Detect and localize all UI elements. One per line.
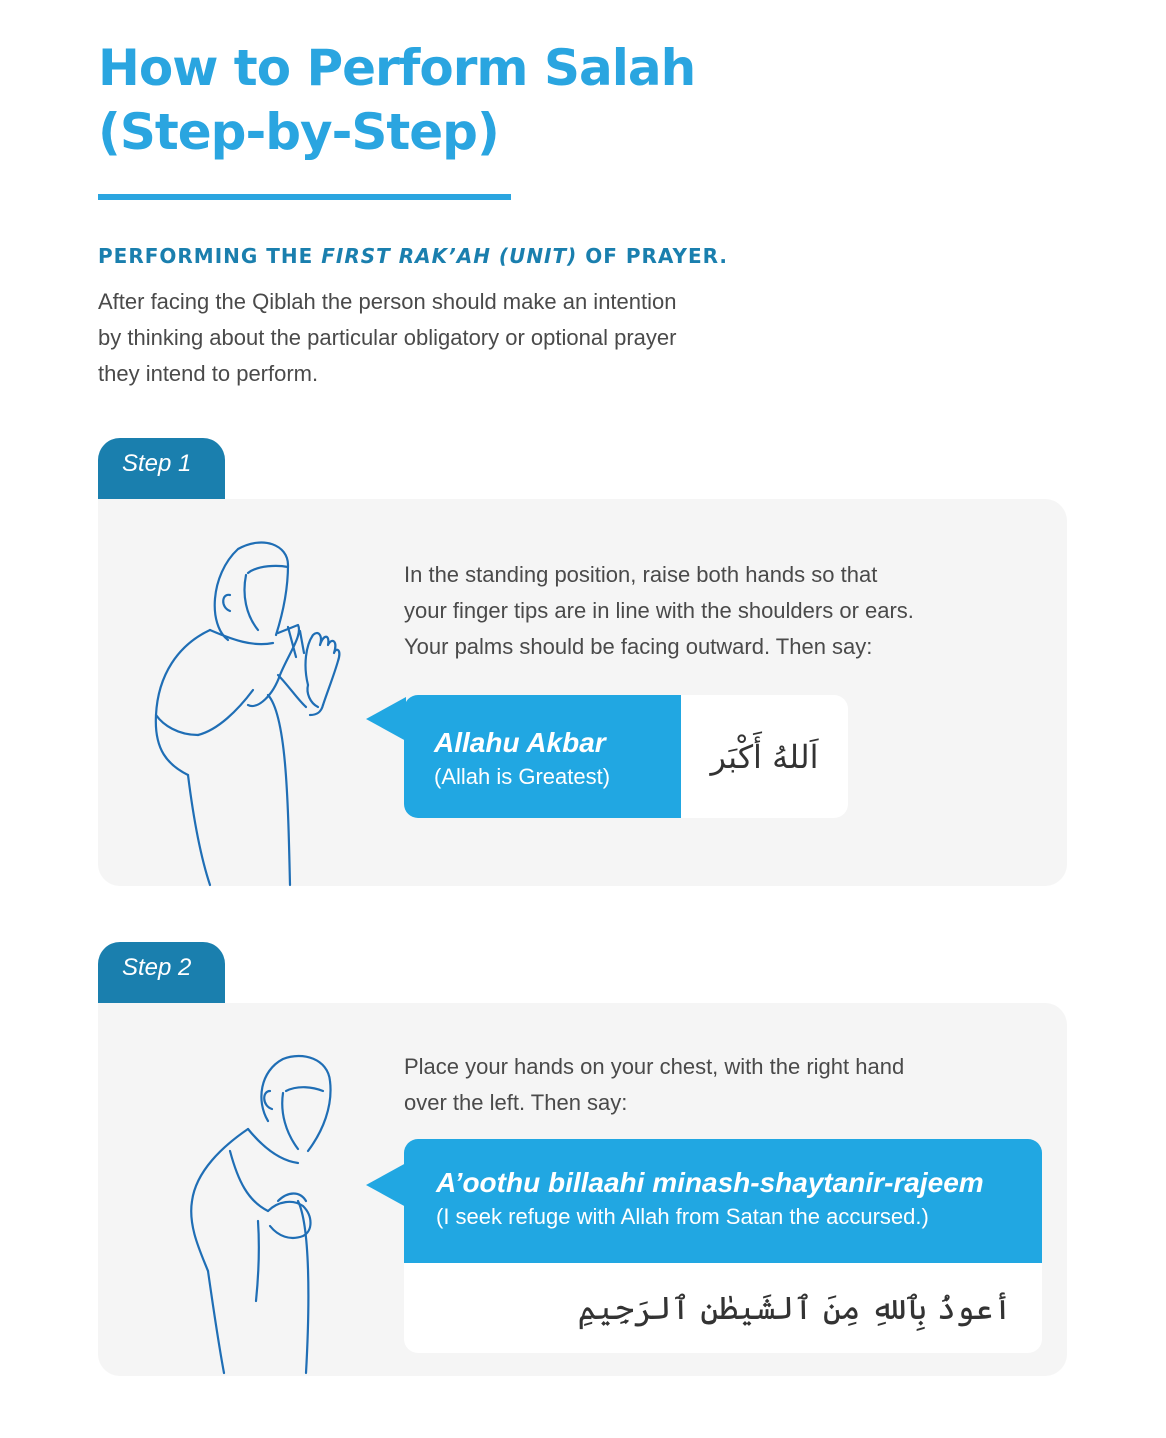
- step-2-arabic: أعوذُ بِٱللهِ مِنَ ٱلشَيطٰنِ ٱلرَجِيمِ: [577, 1289, 1012, 1327]
- section-heading-post: OF PRAYER.: [577, 244, 729, 268]
- speech-pointer: [366, 697, 406, 741]
- step-1-arabic: اَللهُ أَكْبَر: [710, 737, 819, 776]
- step-1-tab: [98, 438, 225, 500]
- page-title: [98, 36, 695, 164]
- step-1-phrase-blue: [404, 695, 681, 818]
- title-line-2: (Step-by-Step): [98, 103, 499, 161]
- speech-pointer: [366, 1163, 406, 1207]
- step-1-phrase-box: [404, 695, 848, 818]
- step-1-text-line: In the standing position, raise both hands so that: [404, 562, 878, 587]
- step-2-phrase-box: [404, 1139, 1042, 1353]
- step-2-phrase-blue: [404, 1139, 1042, 1263]
- step-2-arabic-panel: [404, 1263, 1042, 1353]
- intro-line: by thinking about the particular obligatory or optional prayer: [98, 325, 677, 350]
- step-1-translation: (Allah is Greatest): [434, 764, 611, 789]
- step-2-translation: (I seek refuge with Allah from Satan the accursed.): [436, 1204, 929, 1229]
- step-2-phrase: A’oothu billaahi minash-shaytanir-rajeem: [436, 1167, 984, 1198]
- step-2-instructions: [404, 1049, 904, 1121]
- intro-paragraph: [98, 284, 818, 392]
- step-1-phrase: Allahu Akbar: [434, 727, 606, 758]
- step-1-label: Step 1: [122, 450, 192, 477]
- step-1-text-line: your finger tips are in line with the shoulders or ears.: [404, 598, 914, 623]
- step-2-tab: [98, 942, 225, 1004]
- intro-line: After facing the Qiblah the person should make an intention: [98, 289, 677, 314]
- step-1-text-line: Your palms should be facing outward. Then say:: [404, 634, 873, 659]
- step-1-card: [98, 499, 1067, 886]
- section-heading: [98, 244, 728, 268]
- step-2-label: Step 2: [122, 954, 192, 981]
- section-heading-pre: PERFORMING THE: [98, 244, 322, 268]
- figure-standing-hands-on-chest-icon: [178, 1051, 348, 1376]
- title-underline: [98, 194, 511, 200]
- intro-line: they intend to perform.: [98, 361, 319, 386]
- step-2-card: [98, 1003, 1067, 1376]
- step-2-text-line: over the left. Then say:: [404, 1090, 628, 1115]
- step-1-arabic-panel: [681, 695, 848, 818]
- figure-standing-hands-raised-icon: [138, 535, 378, 887]
- section-heading-emphasis: FIRST RAK’AH (UNIT): [321, 244, 578, 268]
- step-1-instructions: [404, 557, 914, 665]
- step-2-text-line: Place your hands on your chest, with the right hand: [404, 1054, 905, 1079]
- title-line-1: How to Perform Salah: [98, 39, 696, 97]
